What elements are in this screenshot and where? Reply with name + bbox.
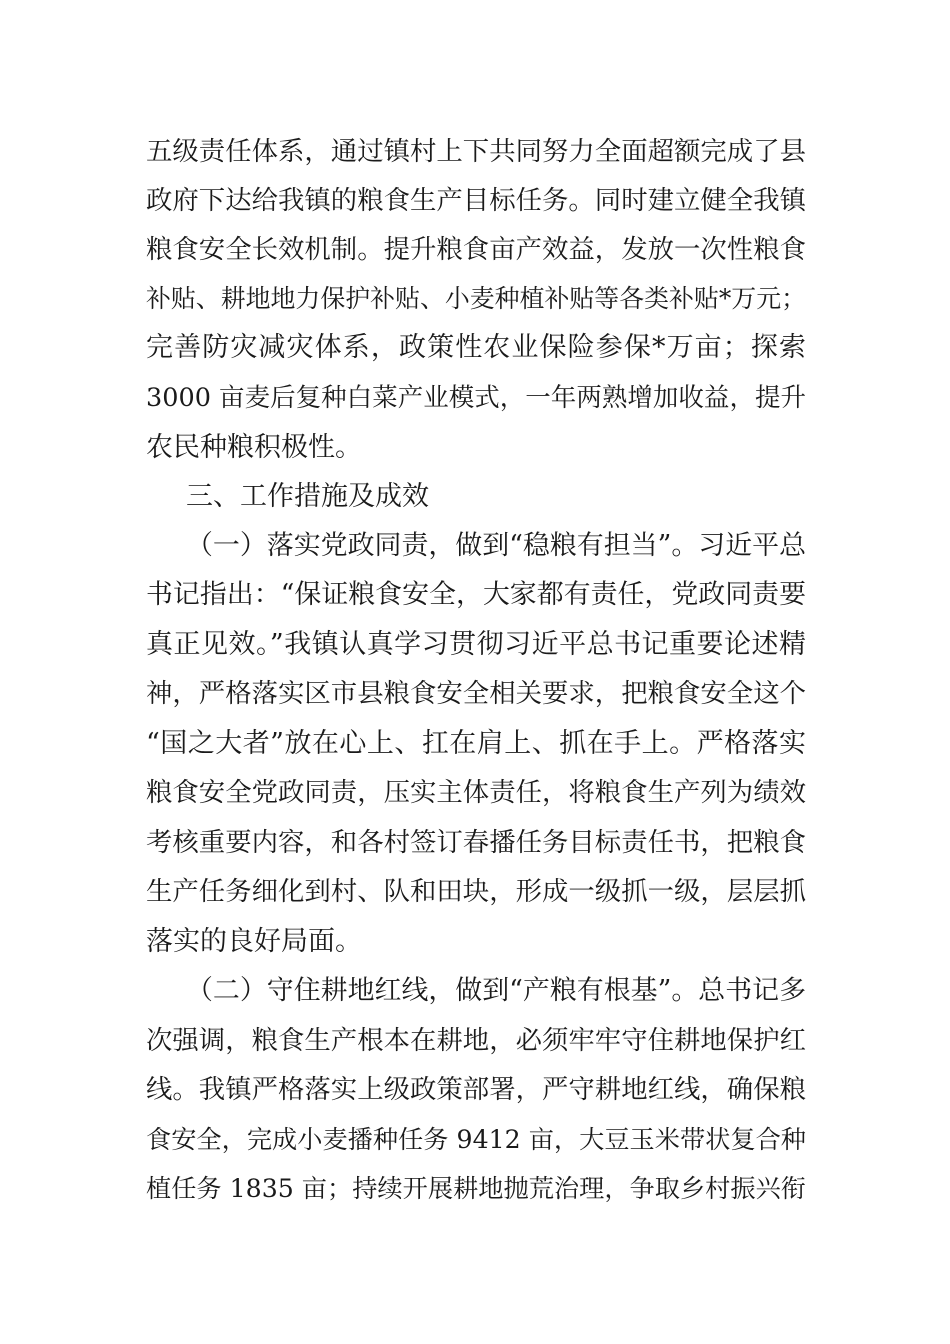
text-line: 书记指出：“保证粮食安全，大家都有责任，党政同责要 bbox=[146, 579, 806, 610]
text-line: 植任务 1835 亩；持续开展耕地抛荒治理，争取乡村振兴衔 bbox=[146, 1174, 806, 1203]
text-line: 粮食安全长效机制。提升粮食亩产效益，发放一次性粮食 bbox=[146, 234, 806, 265]
section-heading: 三、工作措施及成效 bbox=[186, 481, 429, 512]
text-line: 政府下达给我镇的粮食生产目标任务。同时建立健全我镇 bbox=[146, 185, 806, 216]
text-line: 完善防灾减灾体系，政策性农业保险参保*万亩；探索 bbox=[146, 332, 806, 363]
text-line: 神，严格落实区市县粮食安全相关要求，把粮食安全这个 bbox=[146, 678, 806, 709]
text-line: 粮食安全党政同责，压实主体责任，将粮食生产列为绩效 bbox=[146, 777, 806, 808]
text-line: 五级责任体系，通过镇村上下共同努力全面超额完成了县 bbox=[146, 136, 806, 167]
text-line: 次强调，粮食生产根本在耕地，必须牢牢守住耕地保护红 bbox=[146, 1025, 806, 1056]
text-line: 落实的良好局面。 bbox=[146, 926, 362, 957]
text-line: “国之大者”放在心上、扛在肩上、抓在手上。严格落实 bbox=[146, 728, 806, 759]
text-line: 食安全，完成小麦播种任务 9412 亩，大豆玉米带状复合种 bbox=[146, 1125, 806, 1154]
text-line: 3000 亩麦后复种白菜产业模式，一年两熟增加收益，提升 bbox=[146, 383, 806, 413]
text-line: 真正见效。”我镇认真学习贯彻习近平总书记重要论述精 bbox=[146, 629, 806, 660]
text-line: 农民种粮积极性。 bbox=[146, 432, 362, 463]
text-line: 补贴、耕地地力保护补贴、小麦种植补贴等各类补贴*万元； bbox=[146, 284, 807, 313]
text-line: （二）守住耕地红线，做到“产粮有根基”。总书记多 bbox=[186, 975, 806, 1006]
text-line: （一）落实党政同责，做到“稳粮有担当”。习近平总 bbox=[186, 530, 806, 561]
text-line: 线。我镇严格落实上级政策部署，严守耕地红线，确保粮 bbox=[146, 1074, 806, 1105]
text-line: 考核重要内容，和各村签订春播任务目标责任书，把粮食 bbox=[146, 827, 806, 858]
text-line: 生产任务细化到村、队和田块，形成一级抓一级，层层抓 bbox=[146, 876, 806, 907]
